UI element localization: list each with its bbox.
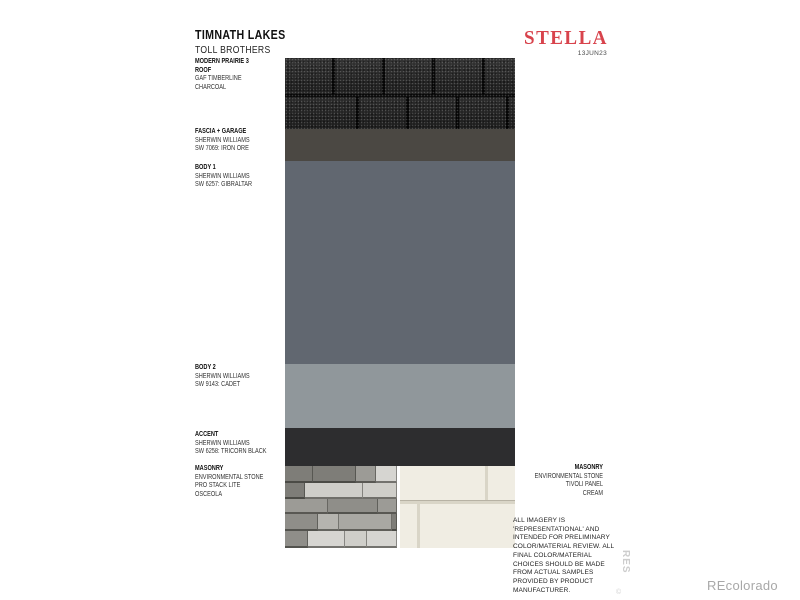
stone-block: [392, 514, 397, 531]
stone-block: [378, 499, 397, 514]
spec-color: SW 6257: GIBRALTAR: [195, 181, 253, 189]
stone-block: [305, 483, 363, 499]
label-group-body2: [195, 364, 291, 390]
spec-category: MASONRY: [574, 464, 603, 471]
spec-category: ROOF: [195, 66, 212, 74]
mortar-joint: [485, 466, 488, 500]
spec-product: TIVOLI PANEL: [565, 481, 603, 489]
stone-block: [285, 466, 313, 483]
spec-category: MASONRY: [195, 465, 224, 472]
fascia-garage-swatch-iron-ore: [285, 129, 515, 161]
label-group-roof: [195, 58, 291, 92]
stella-logo: STELLA: [524, 27, 608, 50]
disclaimer-text: ALL IMAGERY IS 'REPRESENTATIONAL' AND INTENDED FOR PRELIMINARY COLOR/MATERIAL REVIEW. ALL FINAL COLOR/MATERIAL CHOICES SHOULD BE MADE FROM ACTUAL SAMPLES PROVIDED BY PRODUCT MANUFACTURER.: [513, 517, 614, 594]
collection-name: MODERN PRAIRIE 3: [195, 58, 249, 65]
label-group-body1: [195, 164, 291, 190]
stone-block: [367, 531, 397, 548]
spec-manufacturer: ENVIRONMENTAL STONE: [195, 473, 264, 481]
cream-masonry-photo-tivoli-panel: [400, 466, 515, 548]
spec-category: BODY 2: [195, 364, 216, 371]
stone-course: [285, 514, 397, 531]
body2-swatch-cadet: [285, 364, 515, 428]
stone-block: [285, 514, 318, 531]
stone-block: [285, 499, 328, 514]
stone-block: [285, 531, 308, 548]
roof-shingle-photo: [285, 58, 515, 129]
res-vertical-watermark: RES: [620, 550, 631, 574]
spec-color: SW 9143: CADET: [195, 381, 241, 389]
label-group-masonry-left: [195, 465, 291, 499]
project-title: TIMNATH LAKES: [195, 27, 286, 42]
stone-masonry-photo-pro-stack-lite: [285, 466, 397, 548]
label-group-fascia-garage: [195, 128, 291, 154]
spec-category: BODY 1: [195, 164, 216, 171]
stone-block: [308, 531, 345, 548]
builder-name: TOLL BROTHERS: [195, 44, 271, 56]
stone-block: [339, 514, 392, 531]
shingle-granule-texture: [285, 58, 515, 129]
recolorado-watermark: REcolorado: [707, 578, 778, 593]
spec-manufacturer: GAF TIMBERLINE: [195, 75, 242, 83]
spec-color: SW 6258: TRICORN BLACK: [195, 448, 267, 456]
spec-product: PRO STACK LITE: [195, 482, 241, 490]
masonry-photo-row: [285, 466, 515, 548]
copyright-icon: ©: [616, 589, 622, 596]
stone-block: [313, 466, 356, 483]
spec-color: OSCEOLA: [195, 490, 223, 498]
stone-block: [318, 514, 339, 531]
mortar-joint: [417, 504, 420, 548]
spec-manufacturer: SHERWIN WILLIAMS: [195, 172, 250, 180]
stone-block: [328, 499, 378, 514]
spec-color: CREAM: [582, 489, 603, 497]
stone-course: [285, 466, 397, 483]
stone-block: [285, 483, 305, 499]
label-group-accent: [195, 431, 291, 457]
spec-category: ACCENT: [195, 431, 219, 438]
material-swatch-column: [285, 58, 515, 548]
stone-course: [285, 483, 397, 499]
spec-manufacturer: SHERWIN WILLIAMS: [195, 136, 250, 144]
stone-block: [376, 466, 397, 483]
body1-swatch-gibraltar: [285, 161, 515, 364]
spec-manufacturer: SHERWIN WILLIAMS: [195, 372, 250, 380]
spec-color: SW 7069: IRON ORE: [195, 145, 249, 153]
accent-swatch-tricorn-black: [285, 428, 515, 466]
spec-category: FASCIA + GARAGE: [195, 128, 247, 135]
stone-course: [285, 499, 397, 514]
spec-manufacturer: ENVIRONMENTAL STONE: [534, 472, 603, 480]
stone-block: [356, 466, 376, 483]
spec-color: CHARCOAL: [195, 83, 227, 91]
stone-block: [363, 483, 397, 499]
spec-manufacturer: SHERWIN WILLIAMS: [195, 439, 250, 447]
date-stamp: 13JUN23: [577, 50, 607, 57]
label-group-masonry-right: [507, 464, 603, 498]
stone-block: [345, 531, 367, 548]
stone-course: [285, 531, 397, 548]
header: [195, 27, 286, 56]
